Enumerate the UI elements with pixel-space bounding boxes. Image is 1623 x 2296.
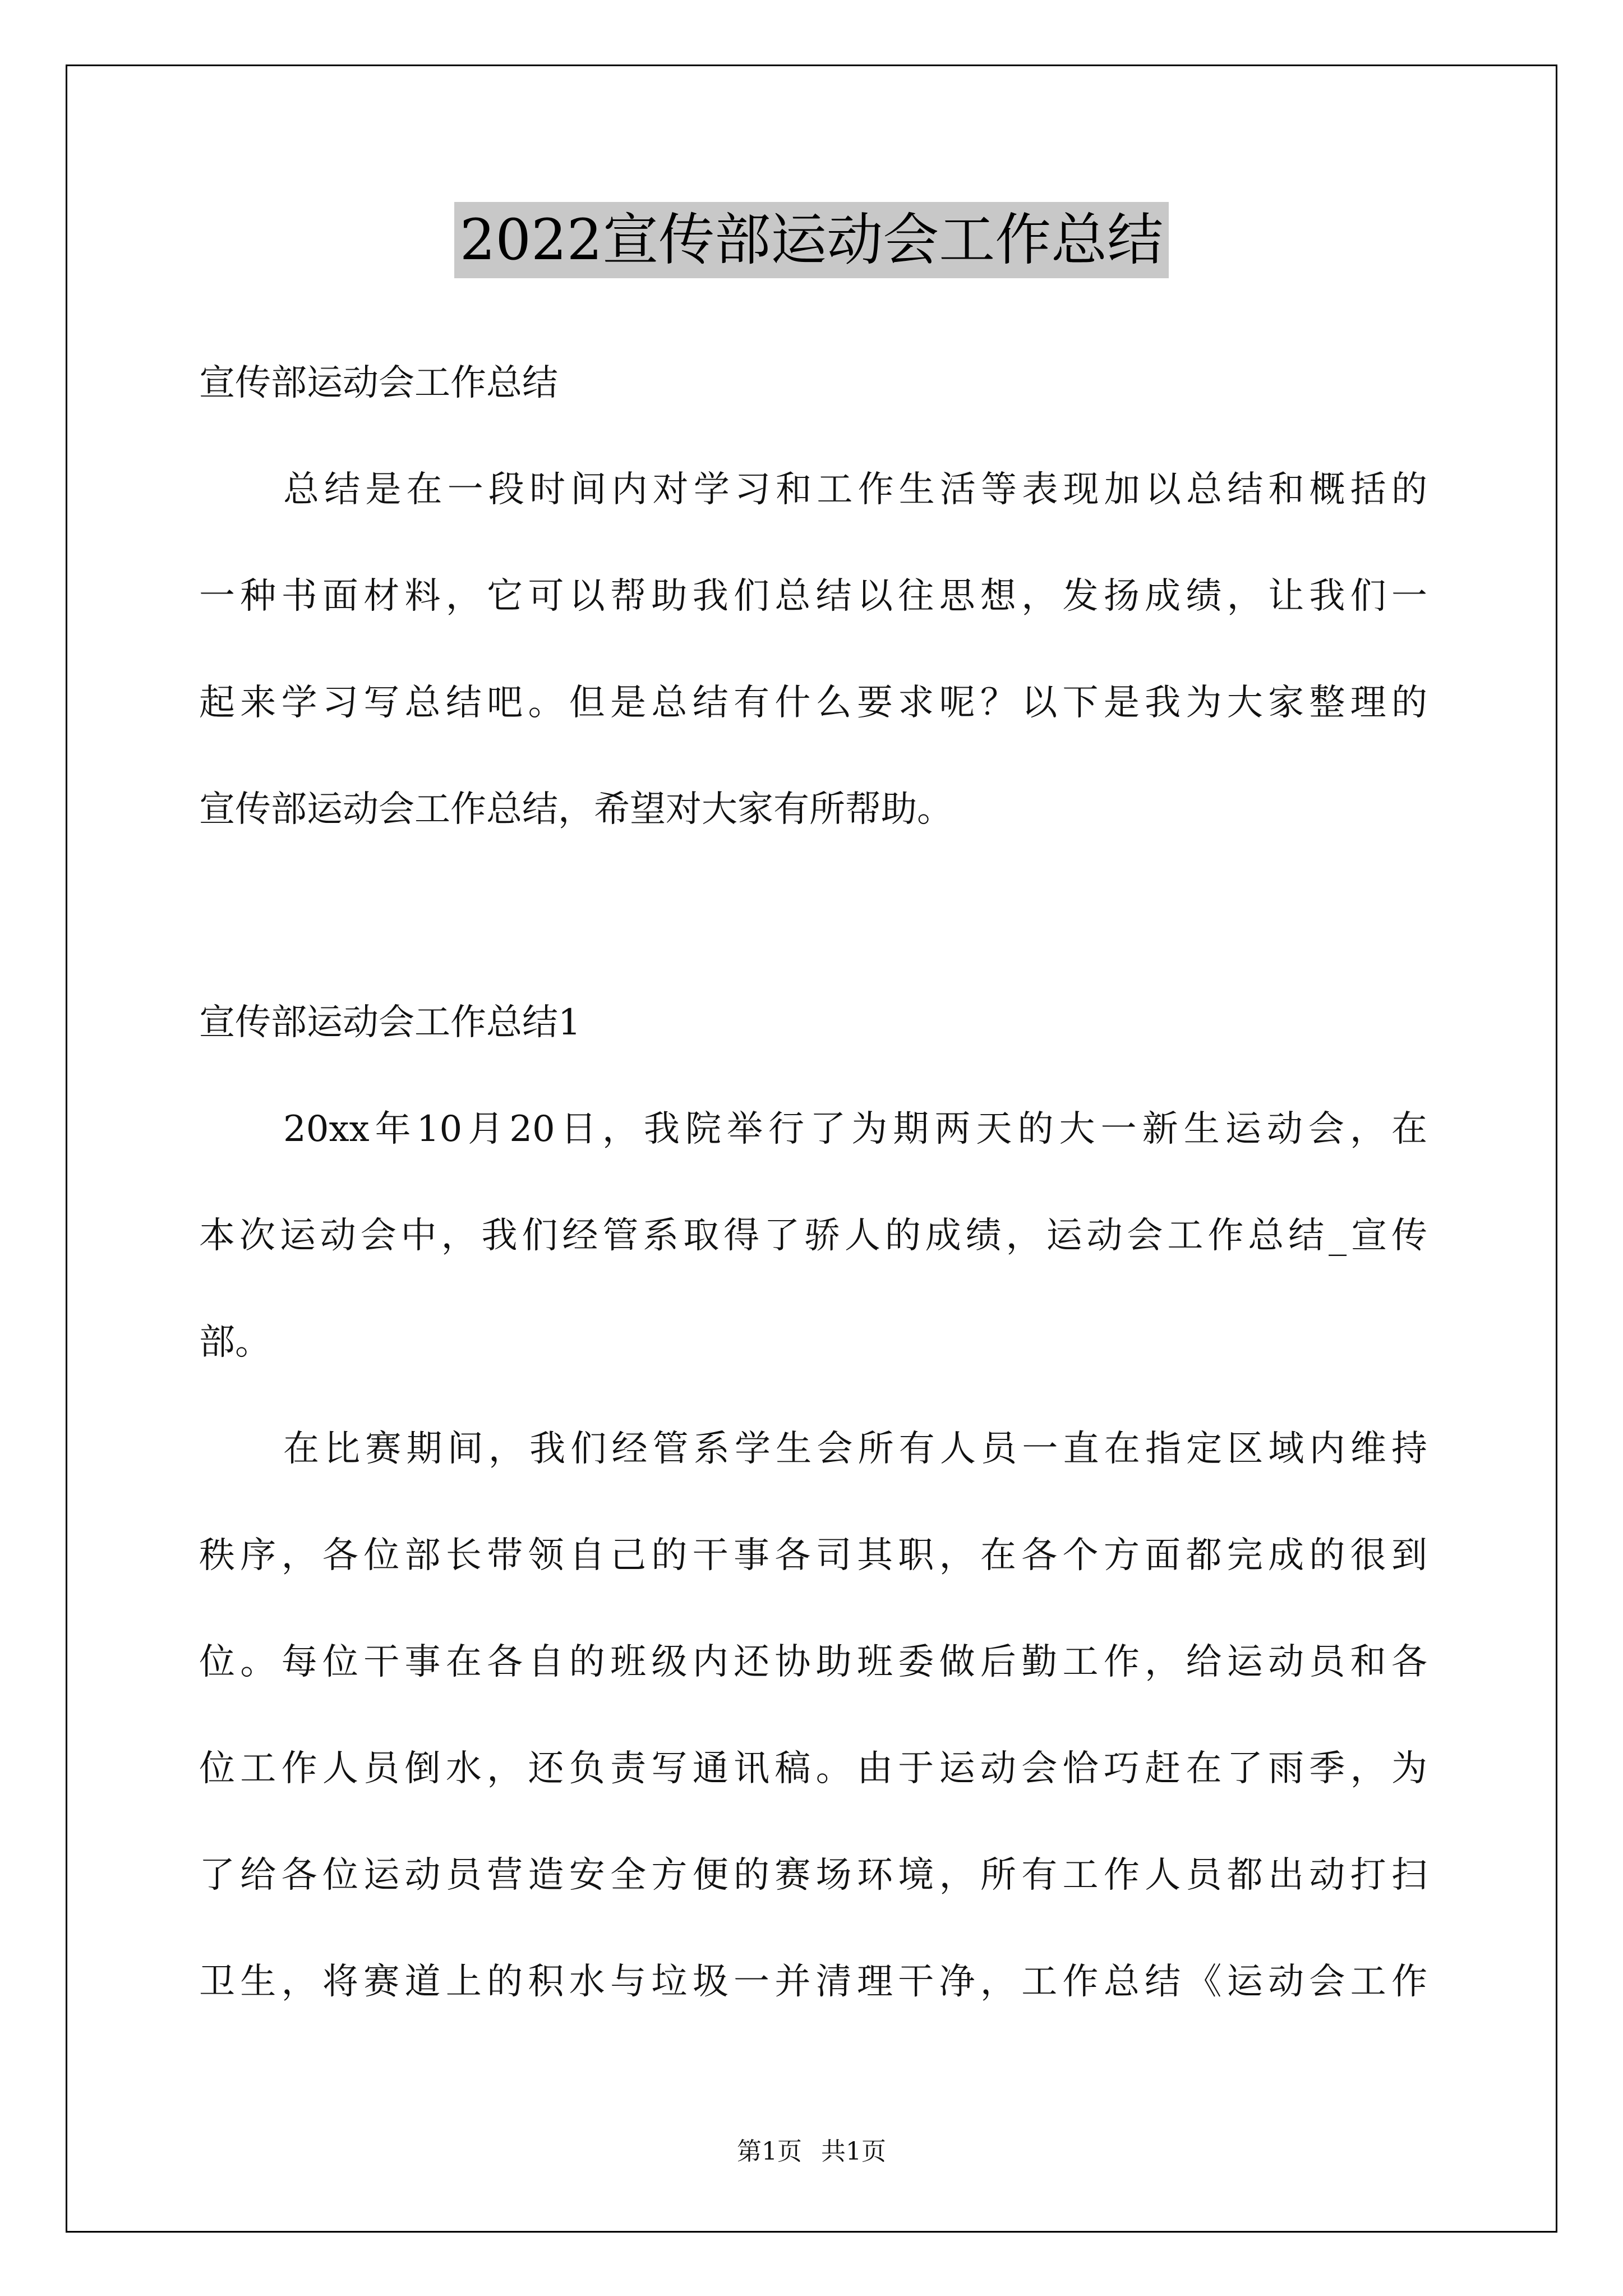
intro-line-1: 总结是在一段时间内对学习和工作生活等表现加以总结和概括的 xyxy=(283,469,1427,510)
intro-line-3: 起来学习写总结吧。但是总结有什么要求呢？以下是我为大家整理的 xyxy=(199,682,1427,724)
section1-para2-line-6: 卫生，将赛道上的积水与垃圾一并清理干净，工作总结《运动会工作 xyxy=(199,1961,1427,2003)
intro-line-4: 宣传部运动会工作总结，希望对大家有所帮助。 xyxy=(199,789,953,830)
section1-para2-line-5: 了给各位运动员营造安全方便的赛场环境，所有工作人员都出动打扫 xyxy=(199,1855,1427,1896)
document-body xyxy=(199,330,1427,2035)
section1-para2-line-4: 位工作人员倒水，还负责写通讯稿。由于运动会恰巧赶在了雨季，为 xyxy=(199,1748,1427,1789)
title-container xyxy=(0,202,1623,278)
page-total: 共1页 xyxy=(821,2137,886,2166)
section1-para1-line-3: 部。 xyxy=(199,1322,271,1363)
section-heading-1: 宣传部运动会工作总结1 xyxy=(199,1002,581,1043)
section1-para2-line-1: 在比赛期间，我们经管系学生会所有人员一直在指定区域内维持 xyxy=(283,1428,1427,1470)
document-title: 2022宣传部运动会工作总结 xyxy=(454,202,1169,278)
page-footer xyxy=(0,2135,1623,2169)
intro-line-2: 一种书面材料，它可以帮助我们总结以往思想，发扬成绩，让我们一 xyxy=(199,576,1427,617)
section1-para1-line-2: 本次运动会中，我们经管系取得了骄人的成绩，运动会工作总结_宣传 xyxy=(199,1215,1427,1257)
subtitle-line: 宣传部运动会工作总结 xyxy=(199,362,558,404)
section1-para2-line-3: 位。每位干事在各自的班级内还协助班委做后勤工作，给运动员和各 xyxy=(199,1641,1427,1683)
section1-para2-line-2: 秩序，各位部长带领自己的干事各司其职，在各个方面都完成的很到 xyxy=(199,1535,1427,1576)
paragraph-gap xyxy=(199,863,1427,969)
page-number: 第1页 xyxy=(737,2137,802,2166)
section1-para1-line-1: 20xx年10月20日，我院举行了为期两天的大一新生运动会，在 xyxy=(283,1108,1427,1150)
